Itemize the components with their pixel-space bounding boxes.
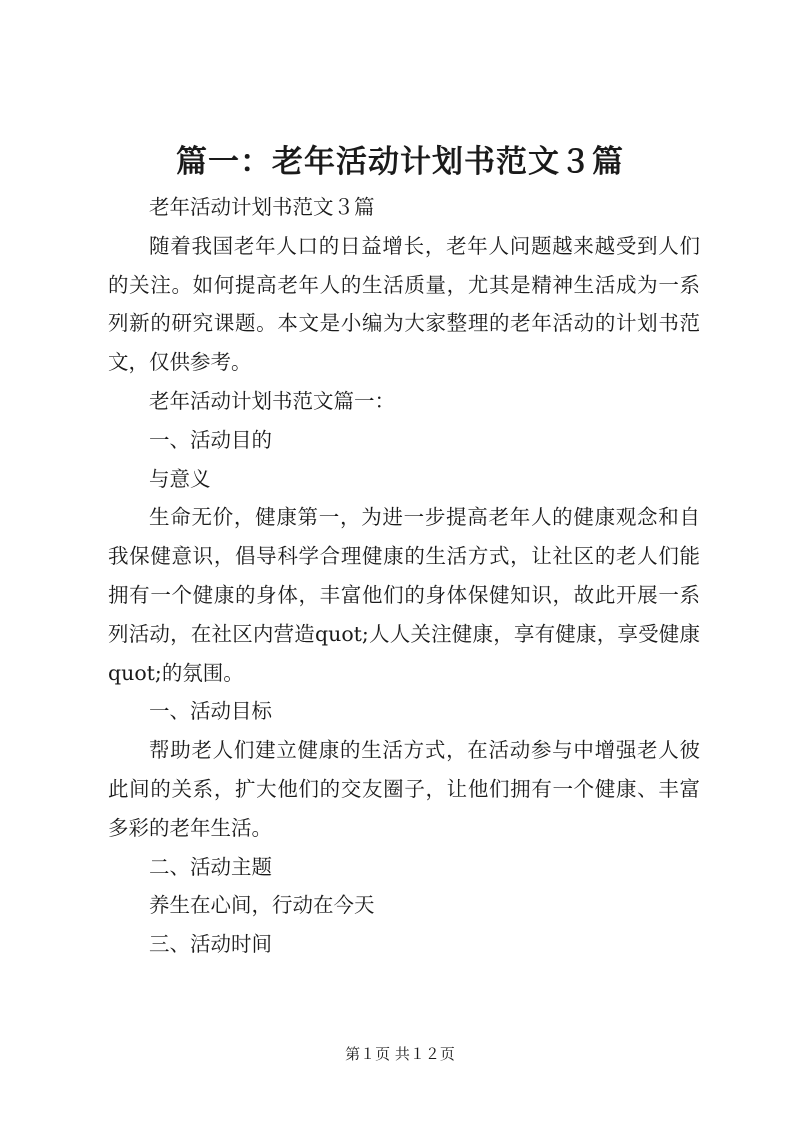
paragraph-time-heading: 三、活动时间	[149, 932, 272, 957]
paragraph-theme-heading: 二、活动主题	[149, 854, 272, 879]
paragraph-subtitle: 老年活动计划书范文３篇	[149, 195, 375, 219]
paragraph-section-heading: 老年活动计划书范文篇一：	[149, 388, 395, 413]
page-number-footer: 第１页 共１２页	[345, 1045, 455, 1063]
document-body	[108, 188, 700, 964]
paragraph-theme-body: 养生在心间，行动在今天	[149, 893, 375, 918]
document-title: 篇一：老年活动计划书范文３篇	[176, 144, 624, 180]
paragraph-purpose-heading: 一、活动目的	[149, 427, 272, 452]
paragraph-purpose-heading-cont: 与意义	[149, 466, 211, 491]
paragraph-purpose-body: 生命无价，健康第一，为进一步提高老年人的健康观念和自我保健意识，倡导科学合理健康的生活方式，让社区的老人们能拥有一个健康的身体，丰富他们的身体保健知识，故此开展一系列活动，在社区内营造quot;人人关注健康，享有健康，享受健康quot;的氛围。	[108, 505, 700, 685]
paragraph-goal-body: 帮助老人们建立健康的生活方式，在活动参与中增强老人彼此间的关系，扩大他们的交友圈子，让他们拥有一个健康、丰富多彩的老年生活。	[108, 738, 700, 840]
paragraph-goal-heading: 一、活动目标	[149, 699, 272, 724]
paragraph-intro: 随着我国老年人口的日益增长，老年人问题越来越受到人们的关注。如何提高老年人的生活质量，尤其是精神生活成为一系列新的研究课题。本文是小编为大家整理的老年活动的计划书范文，仅供参考。	[108, 233, 700, 375]
